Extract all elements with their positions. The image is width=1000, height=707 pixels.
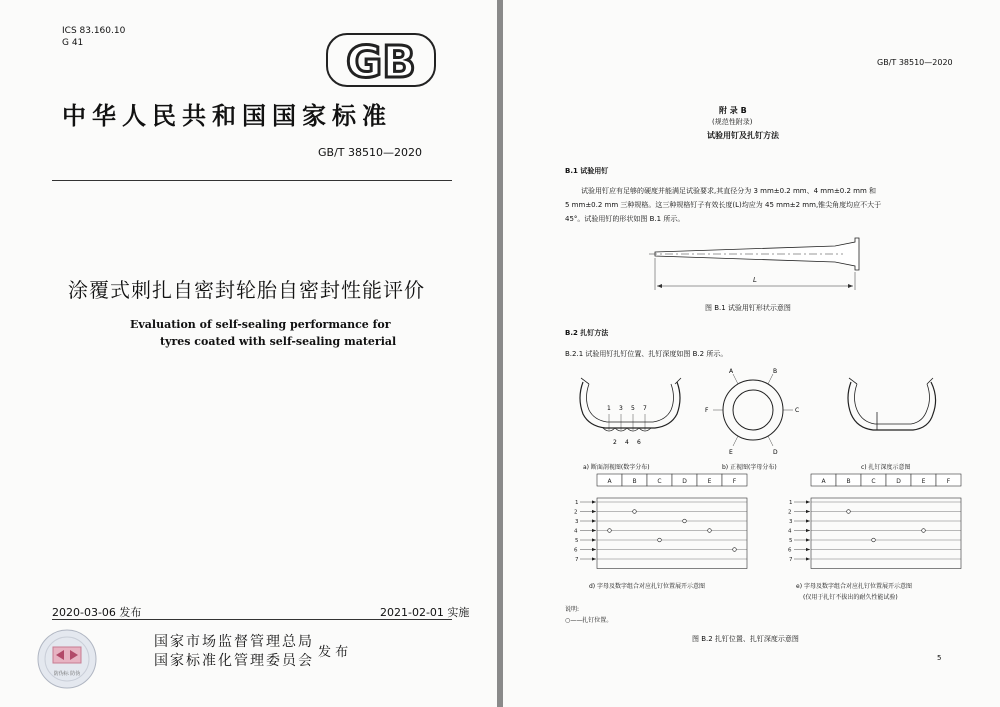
caption-c: c) 扎钉深度示意图 [861, 464, 911, 471]
e-grid-band [811, 498, 961, 569]
ring-letter-a: A [729, 368, 734, 375]
issuer-1: 国家市场监督管理总局 [154, 634, 314, 650]
d-grid-header-label: F [732, 478, 737, 485]
d-grid-row-label: 3 [575, 519, 579, 525]
e-grid-row-arrowhead [806, 538, 810, 541]
caption-e-line1: e) 字母及数字组合对应扎钉位置展开示意图 [796, 583, 912, 590]
e-grid-row-label: 7 [789, 557, 793, 563]
b1-para-line2: 5 mm±0.2 mm 三种规格。这三种规格钉子有效长度(L)均应为 45 mm±2 mm,锥尖角度均应不大于 [565, 201, 882, 209]
e-grid-row-label: 1 [789, 500, 793, 506]
caption-e-line2: (仅用于扎钉不拔出的耐久性能试验) [803, 594, 898, 601]
section-number-1: 1 [607, 405, 611, 412]
issuer-2: 国家标准化管理委员会 [154, 653, 314, 669]
d-grid-header-label: C [657, 478, 662, 485]
d-grid-header-label: E [707, 478, 712, 485]
d-grid-header-label: A [607, 478, 612, 485]
d-grid-row-label: 4 [574, 528, 578, 535]
section-number-7: 7 [643, 405, 647, 412]
e-grid-header-label: E [921, 478, 926, 485]
d-grid-nail-mark [733, 548, 737, 552]
d-grid-row-label: 7 [575, 557, 579, 563]
e-grid-row-label: 6 [788, 547, 792, 554]
d-grid-nail-mark [633, 510, 637, 514]
e-grid-row-label: 2 [788, 509, 792, 516]
anti-counterfeit-seal [36, 628, 98, 690]
d-grid-nail-mark [683, 519, 687, 523]
e-grid-nail-mark [847, 510, 851, 514]
section-number-3: 3 [619, 405, 623, 412]
e-grid-header-label: A [821, 478, 826, 485]
e-grid-row-arrowhead [806, 557, 810, 560]
e-grid-header-label: F [946, 478, 951, 485]
standard-type: 中华人民共和国国家标准 [62, 102, 392, 130]
gb-logo-text: GB [346, 37, 416, 88]
publish-label: 发 布 [318, 645, 349, 660]
gb-logo [325, 30, 437, 90]
nail-diagram [643, 232, 873, 298]
annex-page [503, 0, 1000, 707]
seal-text: 防伪标 防伪 [53, 671, 81, 677]
implement-date: 2021-02-01 实施 [380, 606, 470, 619]
d-grid-nail-mark [708, 529, 712, 533]
d-grid-nail-mark [608, 529, 612, 533]
b1-para-line3: 45°。试验用钉的形状如图 B.1 所示。 [565, 215, 685, 223]
d-grid-row-arrowhead [592, 510, 596, 513]
nail-depth-diagram [843, 372, 939, 442]
e-grid-header-label: D [896, 478, 901, 485]
note-label: 说明: [565, 606, 580, 613]
e-grid-row-arrowhead [806, 500, 810, 503]
fig-b1-caption: 图 B.1 试验用钉形状示意图 [705, 304, 791, 312]
d-grid-row-arrowhead [592, 557, 596, 560]
d-grid-row-label: 1 [575, 500, 579, 506]
d-grid-row-arrowhead [592, 500, 596, 503]
e-grid-header-label: C [871, 478, 876, 485]
cover-divider-top [52, 180, 452, 181]
tire-front-view [703, 366, 803, 456]
ring-letter-e: E [729, 449, 733, 456]
title-en-line2: tyres coated with self-sealing material [160, 335, 397, 348]
e-grid-row-arrowhead [806, 510, 810, 513]
e-grid-row-label: 5 [789, 538, 793, 544]
b2-heading: B.2 扎钉方法 [565, 329, 609, 337]
section-number-5: 5 [631, 405, 635, 412]
standard-code: GB/T 38510—2020 [318, 146, 422, 159]
ring-letter-b: B [773, 368, 778, 375]
section-number-4: 4 [625, 439, 629, 446]
e-grid-row-arrowhead [806, 529, 810, 532]
ccs-code: G 41 [62, 38, 84, 48]
grid-d [571, 472, 751, 572]
issue-date: 2020-03-06 发布 [52, 606, 142, 619]
fig-b2-caption: 图 B.2 扎钉位置、扎钉深度示意图 [692, 635, 799, 643]
grid-e-svg [785, 472, 965, 572]
d-grid-row-label: 2 [574, 509, 578, 516]
e-grid-row-label: 3 [789, 519, 793, 525]
grid-e [785, 472, 965, 572]
ring-letter-d: D [773, 449, 778, 456]
d-grid-row-arrowhead [592, 519, 596, 522]
d-grid-row-arrowhead [592, 529, 596, 532]
caption-d: d) 字母及数字组合对应扎钉位置展开示意图 [589, 583, 706, 590]
section-number-2: 2 [613, 439, 617, 446]
d-grid-nail-mark [658, 538, 662, 542]
d-grid-row-arrowhead [592, 548, 596, 551]
grid-d-svg [571, 472, 751, 572]
e-grid-row-arrowhead [806, 548, 810, 551]
note-item: ○——扎钉位置。 [565, 617, 613, 624]
e-grid-row-arrowhead [806, 519, 810, 522]
tire-cross-section [575, 368, 685, 454]
d-grid-row-label: 6 [574, 547, 578, 554]
d-grid-row-label: 5 [575, 538, 579, 544]
page-number: 5 [937, 654, 942, 662]
cover-divider-bottom [52, 619, 452, 620]
e-grid-header-label: B [846, 478, 851, 485]
e-grid-nail-mark [872, 538, 876, 542]
ics-code: ICS 83.160.10 [62, 26, 126, 36]
d-grid-band [597, 498, 747, 569]
d-grid-header-label: D [682, 478, 687, 485]
title-cn: 涂覆式刺扎自密封轮胎自密封性能评价 [68, 278, 425, 302]
nail-length-label: L [753, 276, 757, 284]
b21-text: B.2.1 试验用钉扎钉位置、扎钉深度如图 B.2 所示。 [565, 350, 728, 358]
header-code: GB/T 38510—2020 [877, 58, 953, 67]
annex-title: 附 录 B [719, 106, 747, 115]
d-grid-header-label: B [632, 478, 637, 485]
caption-a: a) 断面剖视图(数字分布) [583, 464, 650, 471]
title-en-line1: Evaluation of self-sealing performance for [130, 318, 391, 331]
annex-type: (规范性附录) [712, 118, 753, 126]
b1-heading: B.1 试验用钉 [565, 167, 609, 175]
ring-letter-c: C [795, 407, 800, 414]
caption-b: b) 正视图(字母分布) [722, 464, 777, 471]
cover-page [0, 0, 497, 707]
section-number-6: 6 [637, 439, 641, 446]
e-grid-row-label: 4 [788, 528, 792, 535]
annex-name: 试验用钉及扎钉方法 [707, 131, 779, 140]
d-grid-row-arrowhead [592, 538, 596, 541]
ring-letter-f: F [705, 407, 709, 414]
e-grid-nail-mark [922, 529, 926, 533]
b1-para-line1: 试验用钉应有足够的硬度并能满足试验要求,其直径分为 3 mm±0.2 mm、4 mm±0.2 mm 和 [581, 187, 877, 195]
